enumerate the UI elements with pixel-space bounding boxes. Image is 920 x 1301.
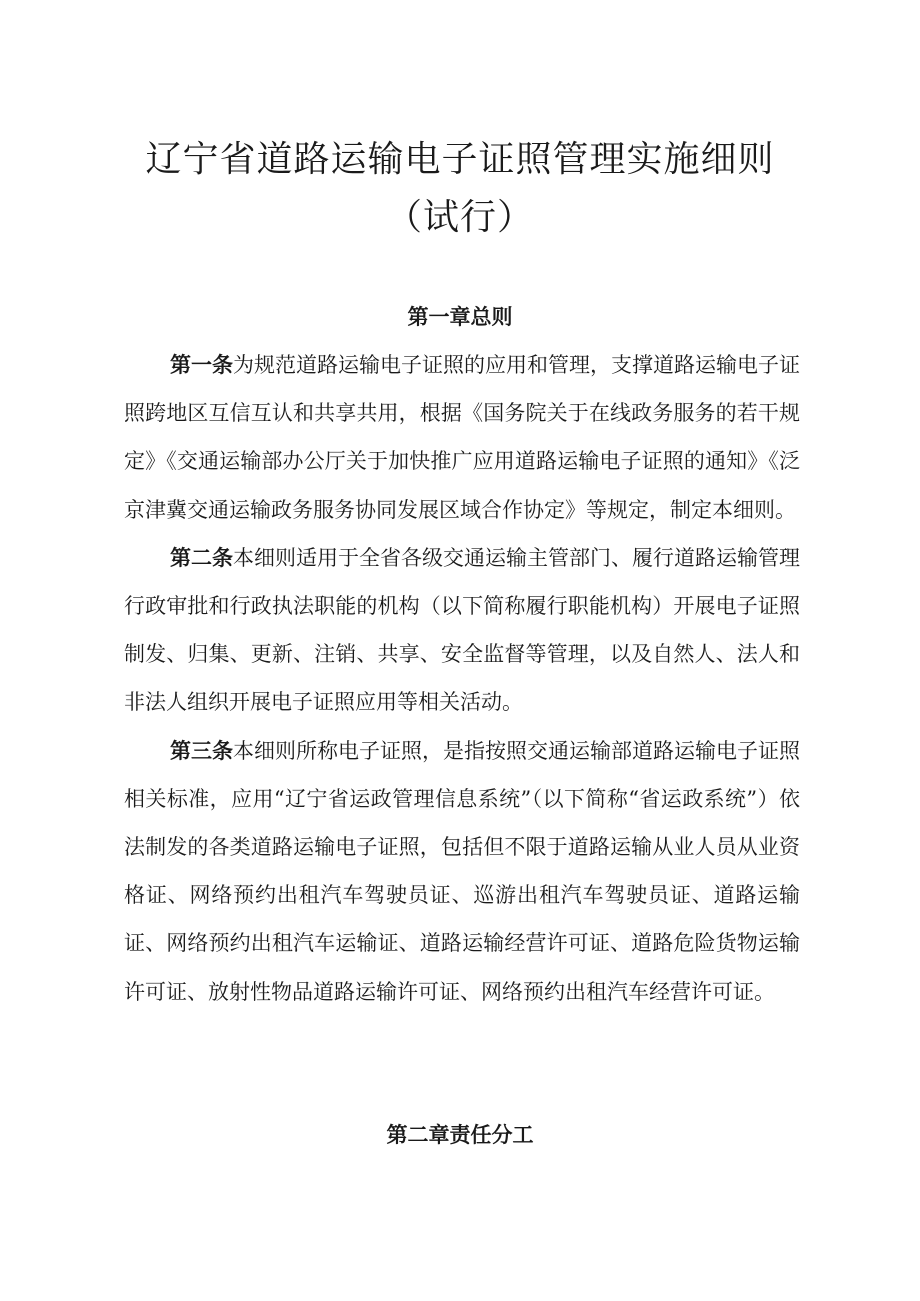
article-text: 本细则适用于全省各级交通运输主管部门、履行道路运输管理行政审批和行政执法职能的机构（以下简称履行职能机构）开展电子证照制发、归集、更新、注销、共享、安全监督等管理，以及自然人、法人和非法人组织开展电子证照应用等相关活动。 [124,545,800,715]
article-label: 第二条 [170,545,233,570]
article-3 [124,727,800,1016]
article-text: 本细则所称电子证照，是指按照交通运输部道路运输电子证照相关标准，应用“辽宁省运政管理信息系统”（以下简称“省运政系统”）依法制发的各类道路运输电子证照，包括但不限于道路运输从业人员从业资格证、网络预约出租汽车驾驶员证、巡游出租汽车驾驶员证、道路运输证、网络预约出租汽车运输证、道路运输经营许可证、道路危险货物运输许可证、放射性物品道路运输许可证、网络预约出租汽车经营许可证。 [124,738,800,1004]
chapter-heading-2: 第二章责任分工 [386,1123,534,1147]
article-2 [124,534,800,727]
document-subtitle: （试行） [385,197,534,238]
article-text: 为规范道路运输电子证照的应用和管理，支撑道路运输电子证照跨地区互信互认和共享共用，根据《国务院关于在线政务服务的若干规定》《交通运输部办公厅关于加快推广应用道路运输电子证照的通知》《泛京津冀交通运输政务服务协同发展区域合作协定》等规定，制定本细则。 [124,353,800,522]
article-1 [124,341,800,534]
chapter-1-body [124,341,800,1016]
chapter-heading-1: 第一章总则 [407,305,513,329]
document-title: 辽宁省道路运输电子证照管理实施细则 [145,139,775,180]
article-label: 第三条 [170,738,233,763]
article-label: 第一条 [170,353,233,377]
